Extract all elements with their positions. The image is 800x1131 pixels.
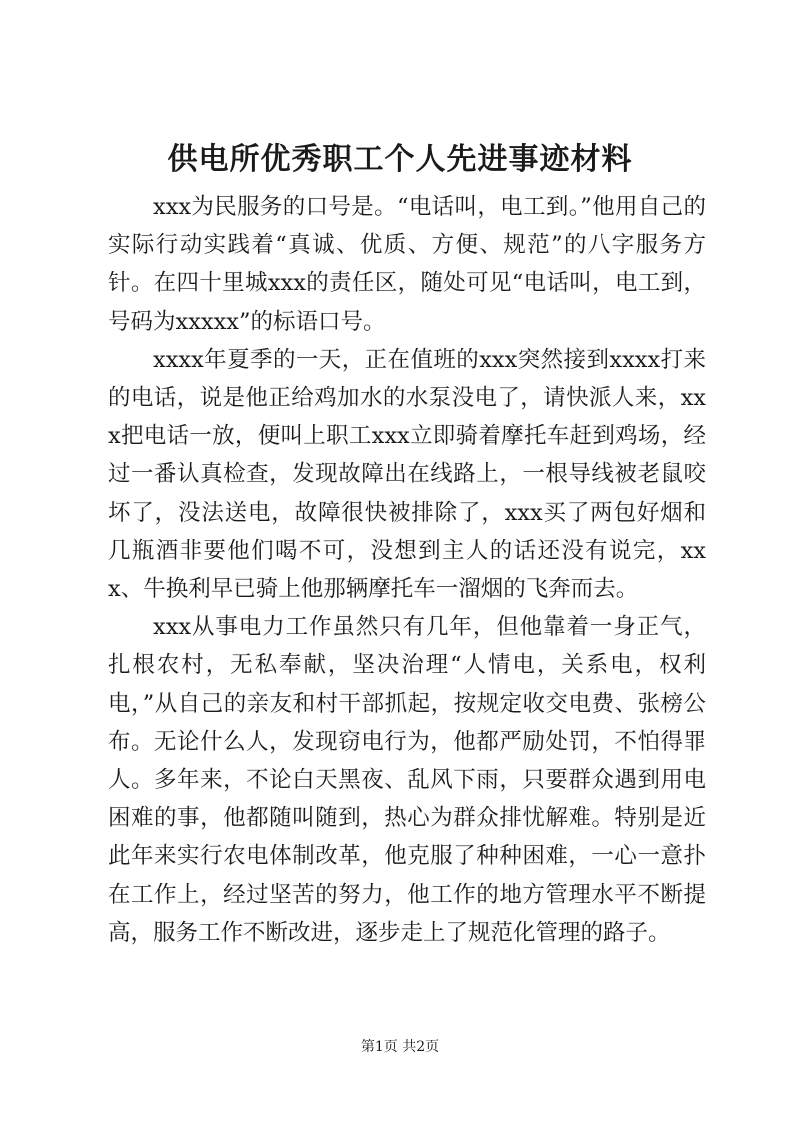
paragraph-2: xxxx年夏季的一天，正在值班的xxx突然接到xxxx打来的电话，说是他正给鸡加水的水泵没电了，请快派人来，xxx把电话一放，便叫上职工xxx立即骑着摩托车赶到鸡场，经过一番认真检查，发现故障出在线路上，一根导线被老鼠咬坏了，没法送电，故障很快被排除了，xxx买了两包好烟和几瓶酒非要他们喝不可，没想到主人的话还没有说完，xxx、牛换利早已骑上他那辆摩托车一溜烟的飞奔而去。 [108, 346, 706, 603]
document-title: 供电所优秀职工个人先进事迹材料 [167, 142, 633, 177]
page-footer: 第1页 共2页 [360, 1039, 440, 1055]
paragraph-3: xxx从事电力工作虽然只有几年，但他靠着一身正气，扎根农村，无私奉献，坚决治理“人情电，关系电，权利电，”从自己的亲友和村干部抓起，按规定收交电费、张榜公布。无论什么人，发现窃电行为，他都严励处罚，不怕得罪人。多年来，不论白天黑夜、乱风下雨，只要群众遇到用电困难的事，他都随叫随到，热心为群众排忧解难。特别是近此年来实行农电体制改革，他克服了种种困难，一心一意扑在工作上，经过坚苦的努力，他工作的地方管理水平不断提高，服务工作不断改进，逐步走上了规范化管理的路子。 [108, 614, 706, 946]
document-body [108, 188, 706, 952]
paragraph-1: xxx为民服务的口号是。“电话叫，电工到。”他用自己的实际行动实践着“真诚、优质、方便、规范”的八字服务方针。在四十里城xxx的责任区，随处可见“电话叫，电工到，号码为xxxxx”的标语口号。 [108, 194, 706, 335]
